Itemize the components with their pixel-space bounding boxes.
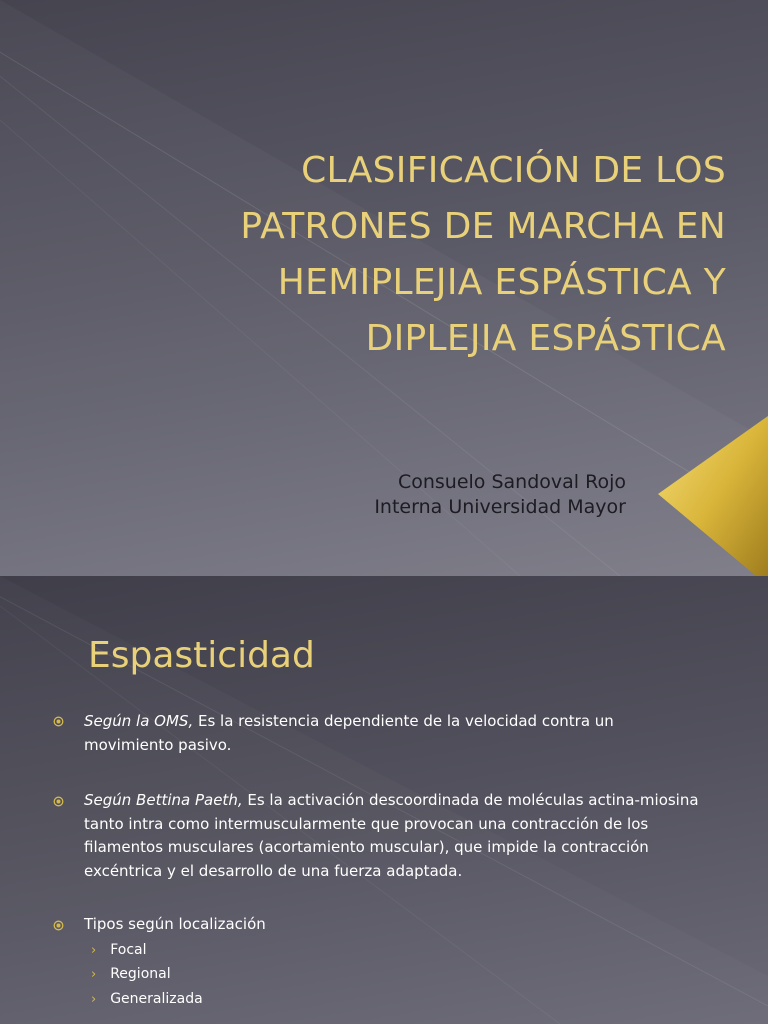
circle-bullet-icon <box>53 920 64 931</box>
bullet-text: Es la activación descoordinada de moléculas actina-miosina tanto intra como intermuscularmente que provocan una contracción de los filamentos musculares (acortamiento muscular), que impide la contracción excéntrica y el desarrollo de una fuerza adaptada. <box>84 791 699 880</box>
sub-item-label: Focal <box>110 942 147 958</box>
gold-triangle-decoration <box>658 416 768 576</box>
title-line: HEMIPLEJIA ESPÁSTICA Y <box>277 262 726 303</box>
author-block <box>374 470 626 520</box>
circle-bullet-icon <box>53 796 64 807</box>
sub-item-regional <box>91 964 171 985</box>
bullet-oms <box>84 710 644 757</box>
sub-item-generalizada <box>91 989 203 1010</box>
bullet-paeth <box>84 789 724 883</box>
sub-item-focal <box>91 940 147 961</box>
author-name: Consuelo Sandoval Rojo <box>397 471 626 493</box>
circle-bullet-icon <box>53 716 64 727</box>
slide-title <box>166 143 726 367</box>
title-line: DIPLEJIA ESPÁSTICA <box>365 318 726 359</box>
sub-item-label: Regional <box>110 966 171 982</box>
title-line: CLASIFICACIÓN DE LOS <box>301 150 726 191</box>
bullet-text: Tipos según localización <box>84 915 266 933</box>
slide-heading: Espasticidad <box>88 635 315 676</box>
bullet-source: Según la OMS, <box>84 712 194 730</box>
bullet-source: Según Bettina Paeth, <box>84 791 243 809</box>
bullet-tipos <box>84 913 744 937</box>
chevron-right-icon: › <box>91 992 97 1007</box>
author-role: Interna Universidad Mayor <box>374 496 626 518</box>
chevron-right-icon: › <box>91 943 97 958</box>
sub-item-label: Generalizada <box>110 991 203 1007</box>
bullet-text: Es la resistencia dependiente de la velocidad contra un movimiento pasivo. <box>84 712 614 754</box>
title-line: PATRONES DE MARCHA EN <box>240 206 726 247</box>
chevron-right-icon: › <box>91 967 97 982</box>
